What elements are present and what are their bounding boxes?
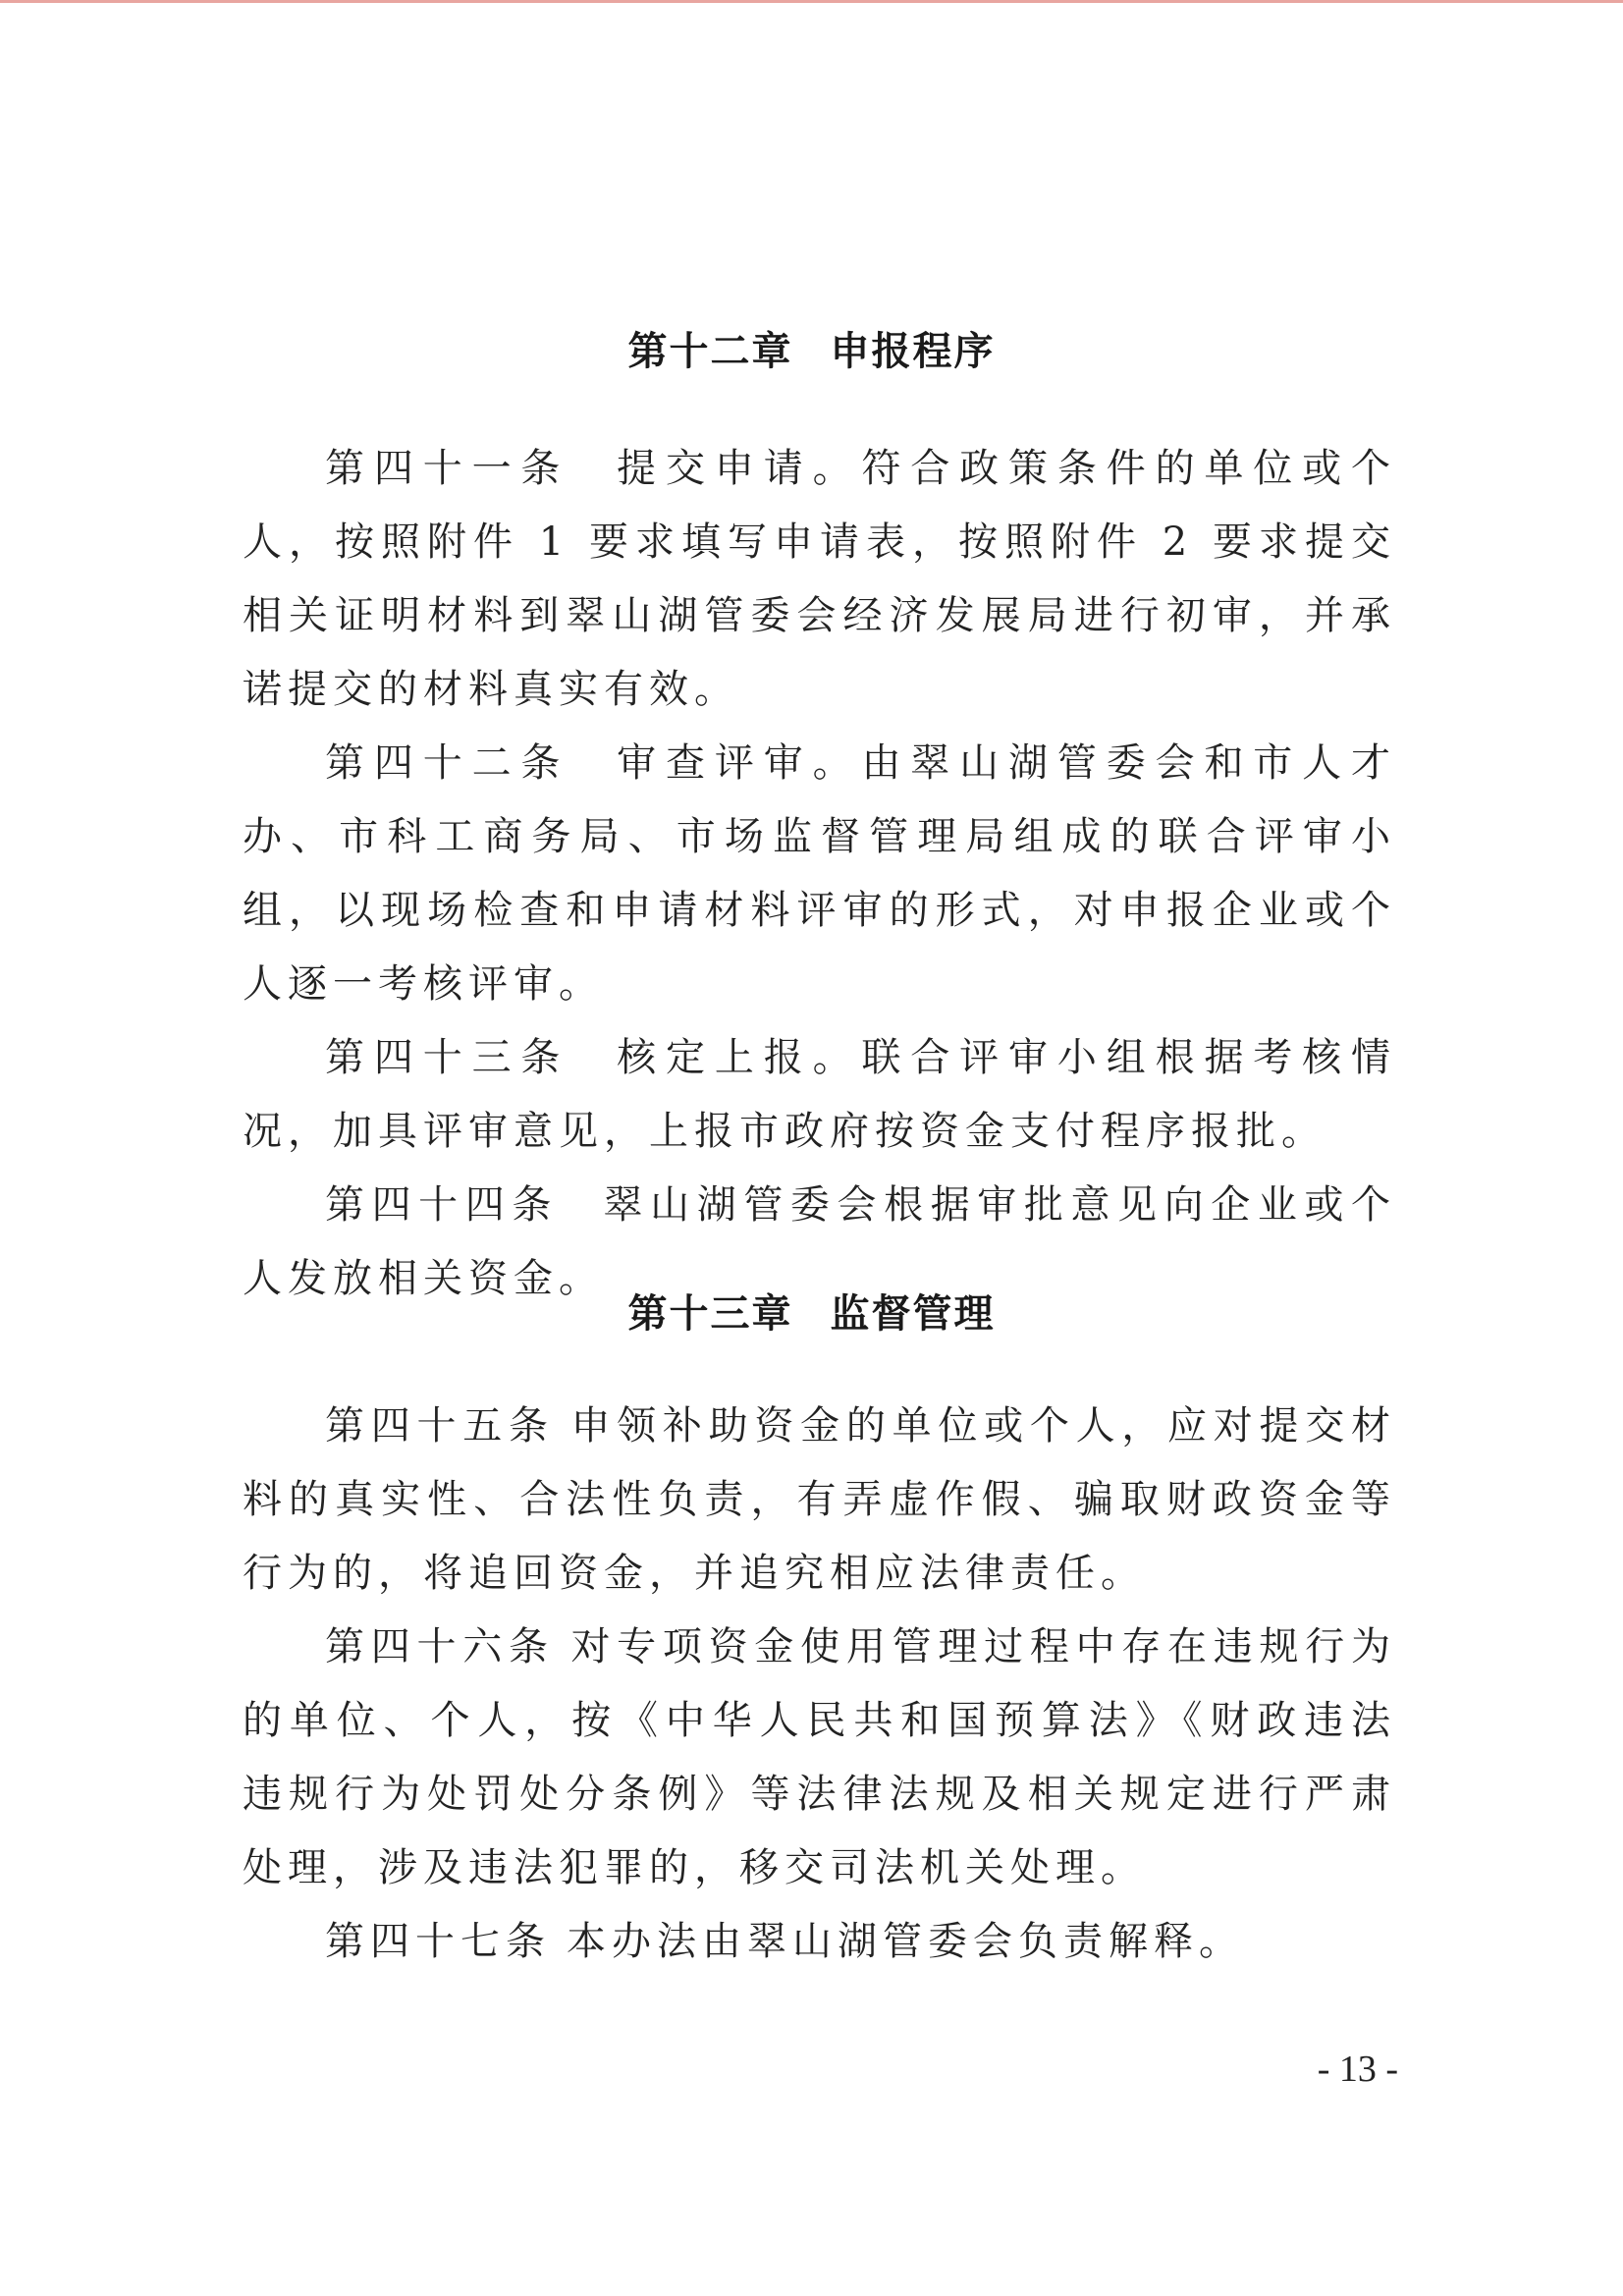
chapter-12-heading (0, 324, 1623, 379)
article-42-text: 审查评审。由翠山湖管委会和市人才办、市科工商务局、市场监督管理局组成的联合评审小组，以现场检查和申请材料评审的形式，对申报企业或个人逐一考核评审。 (243, 740, 1397, 1007)
article-44-number: 第四十四条 (325, 1182, 559, 1228)
chapter-13-heading (0, 1286, 1623, 1341)
article-47-text: 本办法由翠山湖管委会负责解释。 (567, 1919, 1244, 1964)
article-41-number: 第四十一条 (325, 446, 570, 491)
article-42-number: 第四十二条 (325, 740, 570, 786)
top-edge-rule (0, 0, 1623, 3)
article-46-text: 对专项资金使用管理过程中存在违规行为的单位、个人，按《中华人民共和国预算法》《财政违法违规行为处罚处分条例》等法律法规及相关规定进行严肃处理，涉及违法犯罪的，移交司法机关处理。 (243, 1624, 1397, 1890)
chapter-12-label: 第十二章 (627, 329, 793, 374)
chapter-13-label: 第十三章 (627, 1291, 793, 1337)
article-41-text: 提交申请。符合政策条件的单位或个人，按照附件 1 要求填写申请表，按照附件 2 要求提交相关证明材料到翠山湖管委会经济发展局进行初审，并承诺提交的材料真实有效。 (243, 446, 1397, 712)
article-46 (243, 1611, 1396, 1905)
article-42 (243, 727, 1396, 1021)
chapter-13-body (243, 1390, 1396, 1979)
article-47 (243, 1905, 1396, 1979)
article-45-number: 第四十五条 (325, 1403, 555, 1449)
article-41 (243, 432, 1396, 727)
chapter-12-title: 申报程序 (830, 329, 996, 374)
page-number: - 13 - (1317, 2049, 1398, 2090)
article-45 (243, 1390, 1396, 1611)
chapter-12-body (243, 432, 1396, 1316)
article-46-number: 第四十六条 (325, 1624, 555, 1669)
article-45-text: 申领补助资金的单位或个人，应对提交材料的真实性、合法性负责，有弄虚作假、骗取财政资金等行为的，将追回资金，并追究相应法律责任。 (243, 1403, 1397, 1596)
article-43 (243, 1021, 1396, 1169)
chapter-13-title: 监督管理 (830, 1291, 996, 1337)
article-43-number: 第四十三条 (325, 1035, 570, 1080)
article-44-text: 翠山湖管委会根据审批意见向企业或个人发放相关资金。 (243, 1182, 1397, 1301)
article-47-number: 第四十七条 (325, 1919, 551, 1964)
article-43-text: 核定上报。联合评审小组根据考核情况，加具评审意见，上报市政府按资金支付程序报批。 (243, 1035, 1397, 1154)
